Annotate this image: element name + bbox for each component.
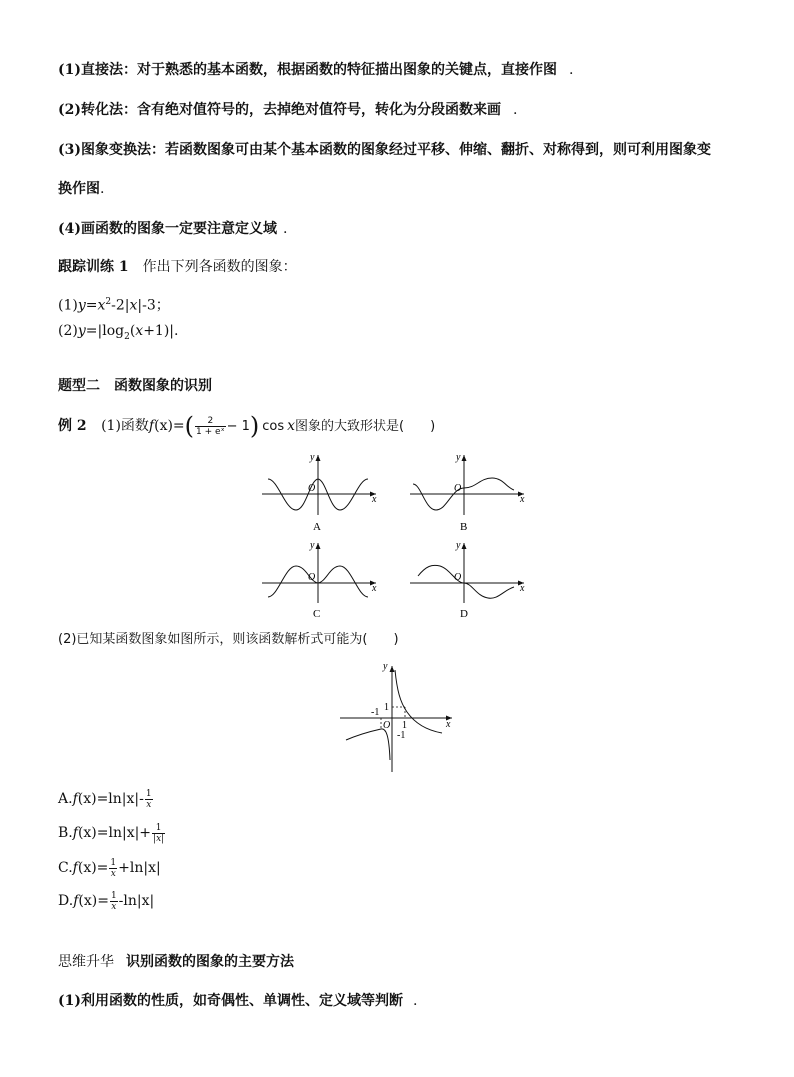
graph-d-curve: [418, 565, 514, 598]
q2-sub: 2: [124, 331, 130, 342]
option-d-prefix: D.: [58, 893, 74, 909]
option-d-frac: [110, 891, 118, 912]
graph-a-origin: O: [308, 483, 316, 494]
graph-c-x-label: x: [372, 583, 377, 594]
graph-c-y-arrow: [316, 543, 321, 549]
graph-a-label: A: [313, 521, 321, 533]
option-b-den: |x|: [153, 833, 165, 844]
option-a-mid: (x)=ln|x|-: [77, 791, 144, 807]
option-c-mid: (x)=: [77, 860, 109, 876]
thinking-item-1-end: .: [413, 993, 418, 1009]
q2-y: y: [77, 323, 86, 339]
option-b-prefix: B.: [58, 825, 73, 841]
graph-b-y-arrow: [462, 455, 467, 461]
graph2-origin: O: [383, 720, 391, 731]
graph2-y-label: y: [383, 661, 388, 672]
graph-b-y-label: y: [456, 452, 461, 463]
q1-end: |-3；: [137, 297, 170, 314]
thinking-item-1: [58, 992, 417, 1010]
option-b-num: 1: [152, 823, 165, 834]
method-3-text: 若函数图象可由某个基本函数的图象经过平移、伸缩、翻折、对称得到，则可利用图象变: [165, 142, 711, 158]
graph-d: [410, 540, 525, 620]
graph-c-y-label: y: [310, 540, 315, 551]
graph-b-x-label: x: [520, 494, 525, 505]
q1-eq: =: [85, 297, 98, 314]
q1-mid: -2|: [111, 297, 130, 314]
section-2-title: 题型二 函数图象的识别: [58, 378, 212, 394]
option-d-num: 1: [110, 890, 117, 901]
graph-part2: [340, 661, 452, 772]
option-c-end: +ln|x|: [118, 860, 161, 876]
option-b-frac: [152, 823, 165, 844]
option-a-f: f: [72, 791, 78, 807]
q1-prefix: (1): [58, 297, 78, 314]
option-c-prefix: C.: [58, 860, 73, 876]
option-b[interactable]: [58, 822, 166, 844]
graph-d-x-label: x: [520, 583, 525, 594]
thinking-label: 思维升华: [58, 954, 114, 970]
q2-end: +1)|.: [143, 323, 179, 339]
option-d-den: x: [111, 901, 117, 912]
cos-x: x: [287, 418, 296, 434]
graph2-x-label: x: [446, 719, 451, 730]
graph2-tick-1y: 1: [384, 702, 389, 713]
method-2-text: 含有绝对值符号的，去掉绝对值符号，转化为分段函数来画: [137, 102, 501, 118]
option-b-f: f: [72, 825, 78, 841]
graph2-tick-neg1y: -1: [397, 730, 406, 741]
method-4-text: (4)画函数的图象一定要注意定义域: [58, 221, 277, 237]
frac-num: 2: [195, 416, 226, 427]
graph-a: [262, 452, 377, 533]
option-c-f: f: [72, 860, 78, 876]
method-1-text: 对于熟悉的基本函数，根据函数的特征描出图象的关键点，直接作图: [137, 62, 557, 78]
method-1-label: (1)直接法：: [58, 62, 137, 78]
graph-b-origin: O: [454, 483, 462, 494]
graph2-tick-neg1x: -1: [371, 707, 380, 718]
example-2-f: f: [148, 418, 155, 434]
example-2-part2: (2)已知某函数图象如图所示，则该函数解析式可能为( ): [58, 632, 399, 647]
option-d-end: -ln|x|: [118, 893, 155, 909]
example-2-prefix: (1)函数: [101, 418, 149, 434]
option-c-den: x: [110, 868, 116, 879]
graph-a-y-arrow: [316, 455, 321, 461]
option-c[interactable]: [58, 857, 161, 879]
frac-den: 1 + eˣ: [196, 426, 225, 437]
thinking-heading: [58, 953, 294, 971]
graph2-tick-1x: 1: [402, 720, 407, 731]
graph-b-label: B: [460, 521, 468, 533]
graph2-curve-left: [346, 729, 390, 760]
method-2-end: .: [513, 102, 518, 118]
q2-paren: (: [129, 323, 136, 339]
option-a-prefix: A.: [58, 791, 73, 807]
option-d[interactable]: [58, 890, 154, 912]
q1-y: y: [77, 297, 86, 314]
right-paren: ): [249, 412, 260, 440]
graph-c-origin: O: [308, 572, 316, 583]
method-2-label: (2)转化法：: [58, 102, 137, 118]
graph-d-origin: O: [454, 572, 462, 583]
method-3-label: (3)图象变换法：: [58, 142, 165, 158]
option-a-frac: [145, 789, 153, 810]
thinking-title: 识别函数的图象的主要方法: [126, 954, 294, 970]
option-c-num: 1: [110, 857, 117, 868]
option-a[interactable]: [58, 788, 154, 810]
q2-prefix: (2): [58, 323, 78, 339]
cos: cos: [262, 419, 285, 434]
option-a-num: 1: [145, 788, 152, 799]
option-a-den: x: [146, 799, 152, 810]
method-3-text-cont: 换作图: [58, 181, 100, 197]
graph-d-y-arrow: [462, 543, 467, 549]
method-1-end: .: [569, 62, 574, 78]
example-2-label: 例 2: [58, 418, 87, 434]
training-text: 作出下列各函数的图象：: [142, 259, 297, 275]
option-b-mid: (x)=ln|x|+: [77, 825, 152, 841]
example-2-part1-end: 图象的大致形状是( ): [295, 419, 436, 434]
option-d-mid: (x)=: [78, 893, 109, 909]
graph-c: [262, 540, 377, 620]
q1-x: x: [97, 297, 106, 314]
graph-a-x-label: x: [372, 494, 377, 505]
left-paren: (: [184, 412, 195, 440]
method-3-end: .: [100, 181, 105, 197]
graph-d-y-label: y: [456, 540, 461, 551]
graph-b: [410, 452, 525, 533]
minus-one: − 1: [226, 419, 250, 434]
q2-x: x: [135, 323, 144, 339]
graph-a-y-label: y: [310, 452, 315, 463]
option-d-f: f: [73, 893, 79, 909]
q2-eq: =|log: [85, 323, 125, 339]
method-4-end: .: [283, 221, 288, 237]
graph-c-label: C: [313, 608, 321, 620]
q1-sup: 2: [105, 297, 112, 307]
thinking-item-1-text: (1)利用函数的性质，如奇偶性、单调性、定义域等判断: [58, 993, 403, 1009]
training-label: 跟踪训练 1: [58, 259, 129, 275]
option-c-frac: [109, 858, 117, 879]
q1-x2: x: [129, 297, 138, 314]
graph-d-label: D: [460, 608, 468, 620]
example-2-fx: (x)=: [154, 418, 185, 434]
graph2-y-arrow: [390, 666, 395, 672]
